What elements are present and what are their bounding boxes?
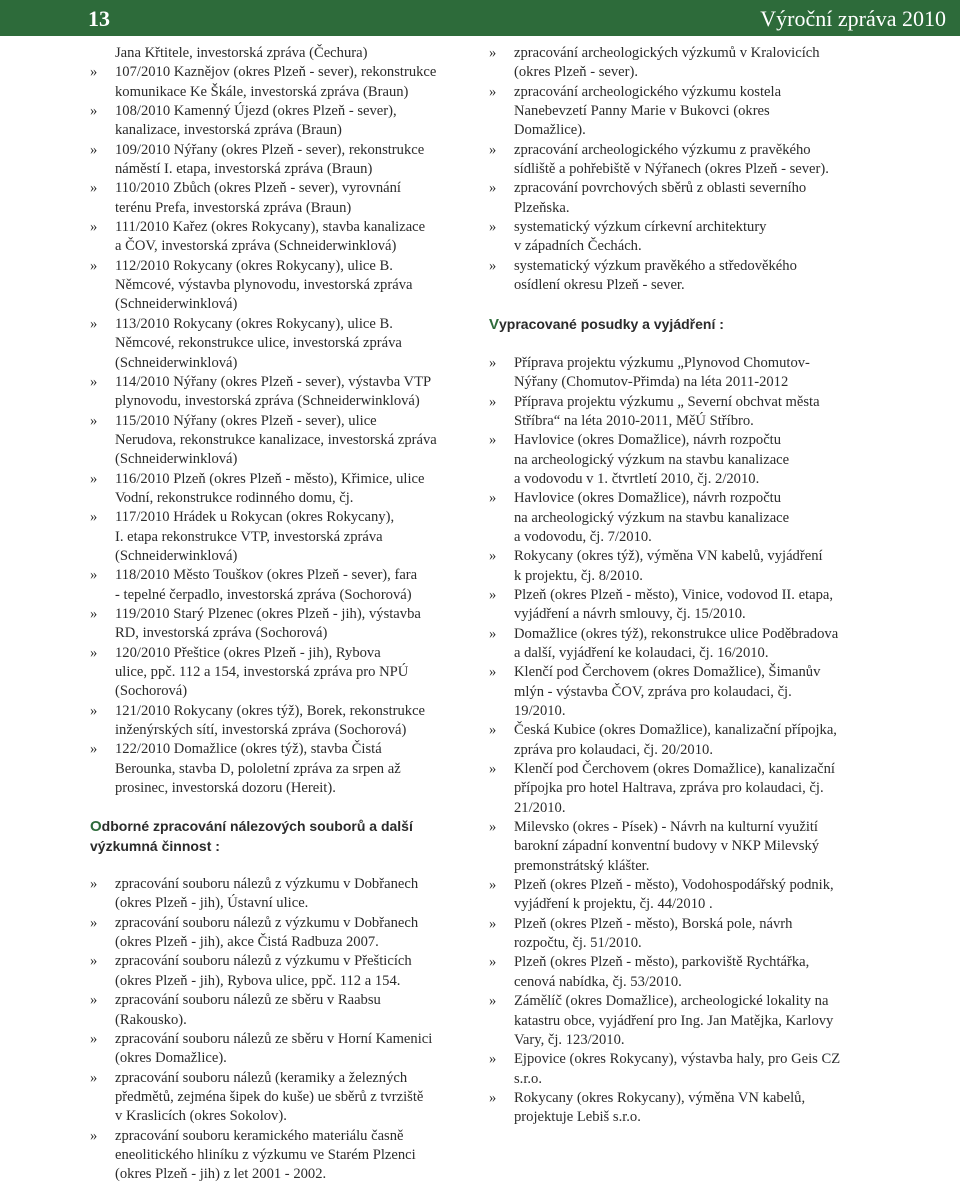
list-item-line: plynovodu, investorská zpráva (Schneiderwinklová) — [115, 393, 420, 410]
list-item-line: cenová nabídka, čj. 53/2010. — [514, 973, 682, 990]
section-heading-processing: Odborné zpracování nálezových souborů a další výzkumná činnost : — [90, 818, 413, 854]
list-item-line: katastru obce, vyjádření pro Ing. Jan Matějka, Karlovy — [514, 1012, 834, 1029]
list-item-line: přípojka pro hotel Haltrava, zpráva pro kolaudaci, čj. — [514, 780, 824, 797]
list-item-line: a další, vyjádření ke kolaudaci, čj. 16/2010. — [514, 644, 769, 661]
list-item-line: Nýřany (Chomutov-Přimda) na léta 2011-2012 — [514, 374, 789, 391]
bullet-marker: » — [489, 180, 497, 197]
list-item — [90, 875, 472, 914]
bullet-marker: » — [489, 219, 497, 236]
list-item-line: osídlení okresu Plzeň - sever. — [514, 277, 685, 294]
list-item — [489, 218, 874, 257]
list-item-line: (okres Plzeň - jih), akce Čistá Radbuza 2007. — [115, 934, 379, 951]
list-item-line: v západních Čechách. — [514, 238, 642, 255]
list-item-line: Domažlice (okres týž), rekonstrukce ulice Poděbradova — [514, 625, 839, 642]
bullet-marker: » — [489, 625, 497, 642]
list-item-line: Domažlice). — [514, 122, 586, 139]
list-item — [90, 412, 472, 470]
list-item-line: projektuje Lebiš s.r.o. — [514, 1109, 641, 1126]
list-item — [489, 1089, 874, 1128]
list-item-line: předmětů, zejména šipek do kuše) ue sběrů z tvrziště — [115, 1088, 424, 1105]
list-item-line: Havlovice (okres Domažlice), návrh rozpočtu — [514, 432, 782, 449]
bullet-marker: » — [90, 992, 98, 1009]
list-item-line: 109/2010 Nýřany (okres Plzeň - sever), rekonstrukce — [115, 141, 425, 158]
list-item-line: zpracování archeologických výzkumů v Kralovicích — [514, 45, 820, 61]
list-item-line: 121/2010 Rokycany (okres týž), Borek, rekonstrukce — [115, 702, 426, 719]
bullet-marker: » — [489, 141, 497, 158]
list-item-line: Rokycany (okres týž), výměna VN kabelů, vyjádření — [514, 548, 823, 565]
list-item — [489, 393, 874, 432]
list-item-line: (okres Plzeň - jih), Rybova ulice, ppč. 112 a 154. — [115, 972, 401, 989]
list-item — [489, 625, 874, 664]
list-item — [90, 141, 472, 180]
bullet-marker: » — [90, 470, 98, 487]
list-item-line: 113/2010 Rokycany (okres Rokycany), ulice B. — [115, 315, 393, 332]
list-item-line: (okres Plzeň - jih) z let 2001 - 2002. — [115, 1166, 327, 1183]
bullet-marker: » — [489, 877, 497, 894]
list-item-line: a ČOV, investorská zpráva (Schneiderwinklová) — [115, 238, 397, 255]
bullet-marker: » — [489, 586, 497, 603]
list-item-line: prosinec, investorská dozoru (Hereit). — [115, 780, 336, 797]
list-item — [90, 605, 472, 644]
list-item-line: 122/2010 Domažlice (okres týž), stavba Čistá — [115, 741, 382, 758]
list-item-line: 115/2010 Nýřany (okres Plzeň - sever), ulice — [115, 412, 377, 429]
bullet-marker: » — [90, 180, 98, 197]
list-item — [489, 257, 874, 296]
list-item — [90, 952, 472, 991]
list-item-line: zpracování souboru nálezů z výzkumu v Přešticích — [115, 953, 412, 970]
bullet-marker: » — [90, 64, 98, 81]
list-item-line: barokní západní konventní budovy v NKP Milevský — [514, 838, 820, 855]
list-item — [489, 818, 874, 876]
list-item-line: s.r.o. — [514, 1070, 542, 1087]
list-item — [489, 489, 874, 547]
bullet-marker: » — [90, 1127, 98, 1144]
list-item-line: (Schneiderwinklová) — [115, 547, 238, 564]
bullet-marker: » — [90, 953, 98, 970]
list-item-line: systematický výzkum církevní architektury — [514, 219, 767, 236]
list-item-line: zpracování souboru nálezů (keramiky a železných — [115, 1069, 408, 1086]
list-item-line: mlýn - výstavba ČOV, zpráva pro kolaudaci, čj. — [514, 683, 792, 700]
list-item-line: inženýrských sítí, investorská zpráva (Sochorová) — [115, 722, 407, 739]
list-item — [90, 991, 472, 1030]
list-item-line: vyjádření a návrh smlouvy, čj. 15/2010. — [514, 606, 746, 623]
section-heading-opinions: Vypracované posudky a vyjádření : — [489, 316, 724, 334]
list-item-line: (Schneiderwinklová) — [115, 451, 238, 468]
bullet-marker: » — [90, 567, 98, 584]
research-list — [489, 44, 874, 295]
list-item — [489, 876, 874, 915]
bullet-marker: » — [90, 1069, 98, 1086]
list-item-line: Havlovice (okres Domažlice), návrh rozpočtu — [514, 490, 782, 507]
bullet-marker: » — [489, 490, 497, 507]
bullet-marker: » — [90, 605, 98, 622]
list-item — [489, 992, 874, 1050]
list-item-line: - tepelné čerpadlo, investorská zpráva (Sochorová) — [115, 586, 412, 603]
list-item-line: Rokycany (okres Rokycany), výměna VN kabelů, — [514, 1089, 806, 1106]
list-item-line: na archeologický výzkum na stavbu kanalizace — [514, 451, 790, 468]
list-item — [489, 1050, 874, 1089]
list-item — [90, 644, 472, 702]
left-column — [90, 44, 472, 1185]
list-item — [90, 702, 472, 741]
list-item — [489, 83, 874, 141]
list-item-line: Ejpovice (okres Rokycany), výstavba haly, pro Geis CZ — [514, 1051, 841, 1068]
list-item-line: zpracování archeologického výzkumu z pravěkého — [514, 141, 811, 158]
list-item — [90, 373, 472, 412]
bullet-marker: » — [489, 1051, 497, 1068]
list-item-line: k projektu, čj. 8/2010. — [514, 567, 643, 584]
list-item — [90, 179, 472, 218]
list-item-line: Nerudova, rekonstrukce kanalizace, investorská zpráva — [115, 431, 437, 448]
bullet-marker: » — [90, 741, 98, 758]
bullet-marker: » — [489, 354, 497, 371]
list-item — [90, 508, 472, 566]
list-item — [489, 547, 874, 586]
list-item-line: Nanebevzetí Panny Marie v Bukovci (okres — [514, 103, 770, 120]
list-item — [489, 915, 874, 954]
list-item-line: Klenčí pod Čerchovem (okres Domažlice), kanalizační — [514, 761, 835, 778]
list-item — [90, 102, 472, 141]
bullet-marker: » — [90, 219, 98, 236]
bullet-marker: » — [489, 548, 497, 565]
bullet-marker: » — [90, 412, 98, 429]
list-item — [489, 179, 874, 218]
list-item-line: 19/2010. — [514, 703, 566, 719]
list-item-line: zpracování souboru nálezů ze sběru v Raabsu — [115, 992, 381, 1009]
list-item-line: I. etapa rekonstrukce VTP, investorská zpráva — [115, 528, 383, 545]
list-item-line: Česká Kubice (okres Domažlice), kanalizační přípojka, — [514, 722, 837, 739]
list-item-line: Příprava projektu výzkumu „Plynovod Chomutov- — [514, 354, 810, 371]
list-item-line: náměstí I. etapa, investorská zpráva (Braun) — [115, 161, 373, 178]
list-item-line: 120/2010 Přeštice (okres Plzeň - jih), Rybova — [115, 644, 381, 661]
bullet-marker: » — [489, 393, 497, 410]
list-item-line: zpracování souboru nálezů z výzkumu v Dobřanech — [115, 876, 419, 893]
report-title: Výroční zpráva 2010 — [760, 6, 946, 31]
list-item-line: 117/2010 Hrádek u Rokycan (okres Rokycany), — [115, 509, 395, 526]
bullet-marker: » — [90, 509, 98, 526]
right-column — [489, 44, 874, 1128]
list-item — [489, 44, 874, 83]
page-number: 13 — [88, 6, 110, 31]
bullet-marker: » — [90, 644, 98, 661]
list-item-line: terénu Prefa, investorská zpráva (Braun) — [115, 199, 352, 216]
list-item-line: vyjádření k projektu, čj. 44/2010 . — [514, 896, 713, 913]
list-item-line: zpracování souboru nálezů z výzkumu v Dobřanech — [115, 914, 419, 931]
list-item-line: zpracování povrchových sběrů z oblasti severního — [514, 180, 807, 197]
bullet-marker: » — [90, 141, 98, 158]
list-item — [90, 470, 472, 509]
list-item-line: Jana Křtitele, investorská zpráva (Čechura) — [115, 45, 368, 61]
list-item — [90, 1030, 472, 1069]
header-bar — [0, 0, 960, 36]
list-item-line: komunikace Ke Škále, investorská zpráva (Braun) — [115, 83, 409, 100]
list-item — [489, 953, 874, 992]
bullet-marker: » — [489, 819, 497, 836]
bullet-marker: » — [489, 664, 497, 681]
list-item-line: (okres Plzeň - jih), Ústavní ulice. — [115, 895, 309, 912]
bullet-marker: » — [489, 722, 497, 739]
list-item-line: Příprava projektu výzkumu „ Severní obchvat města — [514, 393, 820, 410]
bullet-marker: » — [90, 1030, 98, 1047]
bullet-marker: » — [489, 257, 497, 274]
list-item-line: (Sochorová) — [115, 683, 188, 700]
list-item-line: systematický výzkum pravěkého a středověkého — [514, 257, 797, 274]
list-item-line: Klenčí pod Čerchovem (okres Domažlice), Šimanův — [514, 664, 821, 681]
list-item — [90, 218, 472, 257]
list-item-line: zpráva pro kolaudaci, čj. 20/2010. — [514, 741, 713, 758]
list-item-line: 107/2010 Kaznějov (okres Plzeň - sever), rekonstrukce — [115, 64, 437, 81]
list-item-line: a vodovodu v 1. čtvrtletí 2010, čj. 2/2010. — [514, 470, 760, 487]
list-item-line: zpracování souboru nálezů ze sběru v Horní Kamenici — [115, 1030, 433, 1047]
list-item-line: Plzeň (okres Plzeň - město), Borská pole, návrh — [514, 915, 793, 932]
list-item-line: (Schneiderwinklová) — [115, 354, 238, 371]
list-item — [90, 1069, 472, 1127]
list-item-line: Milevsko (okres - Písek) - Návrh na kulturní využití — [514, 819, 818, 836]
list-item-line: Plzeň (okres Plzeň - město), parkoviště Rychtářka, — [514, 954, 810, 971]
list-item-line: ulice, ppč. 112 a 154, investorská zpráva pro NPÚ — [115, 664, 409, 680]
list-item — [489, 721, 874, 760]
list-item-line: (Schneiderwinklová) — [115, 296, 238, 313]
list-item-line: Berounka, stavba D, pololetní zpráva za srpen až — [115, 760, 401, 777]
list-item — [489, 431, 874, 489]
list-item — [489, 586, 874, 625]
list-item-line: 108/2010 Kamenný Újezd (okres Plzeň - sever), — [115, 103, 397, 120]
bullet-marker: » — [489, 432, 497, 449]
bullet-marker: » — [489, 915, 497, 932]
list-item — [90, 63, 472, 102]
list-item-line: 114/2010 Nýřany (okres Plzeň - sever), výstavba VTP — [115, 373, 432, 390]
list-item-line: eneolitického hliníku z výzkumu ve Starém Plzenci — [115, 1146, 416, 1163]
list-item — [90, 257, 472, 315]
list-item — [90, 1127, 472, 1185]
list-item-line: na archeologický výzkum na stavbu kanalizace — [514, 509, 790, 526]
bullet-marker: » — [489, 761, 497, 778]
processing-list — [90, 875, 472, 1185]
list-item — [90, 566, 472, 605]
bullet-marker: » — [90, 257, 98, 274]
list-item-line: Vary, čj. 123/2010. — [514, 1031, 625, 1048]
bullet-marker: » — [489, 45, 497, 61]
list-item-line: zpracování souboru keramického materiálu časně — [115, 1127, 404, 1144]
list-item-line: premonstrátský klášter. — [514, 857, 650, 874]
list-item — [489, 141, 874, 180]
list-item-line: 110/2010 Zbůch (okres Plzeň - sever), vyrovnání — [115, 180, 401, 197]
list-item-line: (Rakousko). — [115, 1011, 187, 1028]
list-item — [489, 354, 874, 393]
list-item-line: Zámělíč (okres Domažlice), archeologické lokality na — [514, 993, 829, 1010]
list-item — [90, 44, 472, 63]
list-item-line: RD, investorská zpráva (Sochorová) — [115, 625, 328, 642]
list-item-line: Němcové, rekonstrukce ulice, investorská zpráva — [115, 335, 402, 352]
list-item — [90, 914, 472, 953]
list-item-line: 112/2010 Rokycany (okres Rokycany), ulice B. — [115, 257, 393, 274]
bullet-marker: » — [489, 993, 497, 1010]
list-item-line: 116/2010 Plzeň (okres Plzeň - město), Křimice, ulice — [115, 470, 425, 487]
list-item-line: Plzeň (okres Plzeň - město), Vodohospodářský podnik, — [514, 877, 834, 894]
bullet-marker: » — [489, 1089, 497, 1106]
bullet-marker: » — [90, 914, 98, 931]
bullet-marker: » — [90, 103, 98, 120]
bullet-marker: » — [90, 373, 98, 390]
bullet-marker: » — [489, 83, 497, 100]
list-item-line: Němcové, výstavba plynovodu, investorská zpráva — [115, 277, 413, 294]
opinions-list — [489, 354, 874, 1128]
list-item-line: a vodovodu, čj. 7/2010. — [514, 528, 652, 545]
list-item-line: 118/2010 Město Touškov (okres Plzeň - sever), fara — [115, 567, 418, 584]
bullet-marker: » — [90, 702, 98, 719]
list-item-line: 119/2010 Starý Plzenec (okres Plzeň - jih), výstavba — [115, 605, 421, 622]
list-item-line: 111/2010 Kařez (okres Rokycany), stavba kanalizace — [115, 219, 426, 236]
list-item-line: Plzeň (okres Plzeň - město), Vinice, vodovod II. etapa, — [514, 586, 834, 603]
list-item-line: zpracování archeologického výzkumu kostela — [514, 83, 782, 100]
project-report-list — [90, 44, 472, 798]
list-item-line: kanalizace, investorská zpráva (Braun) — [115, 122, 342, 139]
list-item-line: (okres Domažlice). — [115, 1050, 227, 1067]
list-item — [90, 315, 472, 373]
list-item-line: 21/2010. — [514, 799, 566, 816]
bullet-marker: » — [90, 876, 98, 893]
list-item — [90, 740, 472, 798]
bullet-marker: » — [489, 954, 497, 971]
list-item-line: rozpočtu, čj. 51/2010. — [514, 935, 642, 952]
list-item-line: (okres Plzeň - sever). — [514, 64, 638, 81]
list-item — [489, 663, 874, 721]
list-item-line: sídliště a pohřebiště v Nýřanech (okres Plzeň - sever). — [514, 161, 829, 178]
list-item — [489, 760, 874, 818]
list-item-line: Stříbra“ na léta 2010-2011, MěÚ Stříbro. — [514, 412, 754, 429]
bullet-marker: » — [90, 315, 98, 332]
list-item-line: Vodní, rekonstrukce rodinného domu, čj. — [115, 489, 354, 506]
list-item-line: Plzeňska. — [514, 199, 570, 216]
list-item-line: v Kraslicích (okres Sokolov). — [115, 1108, 287, 1125]
